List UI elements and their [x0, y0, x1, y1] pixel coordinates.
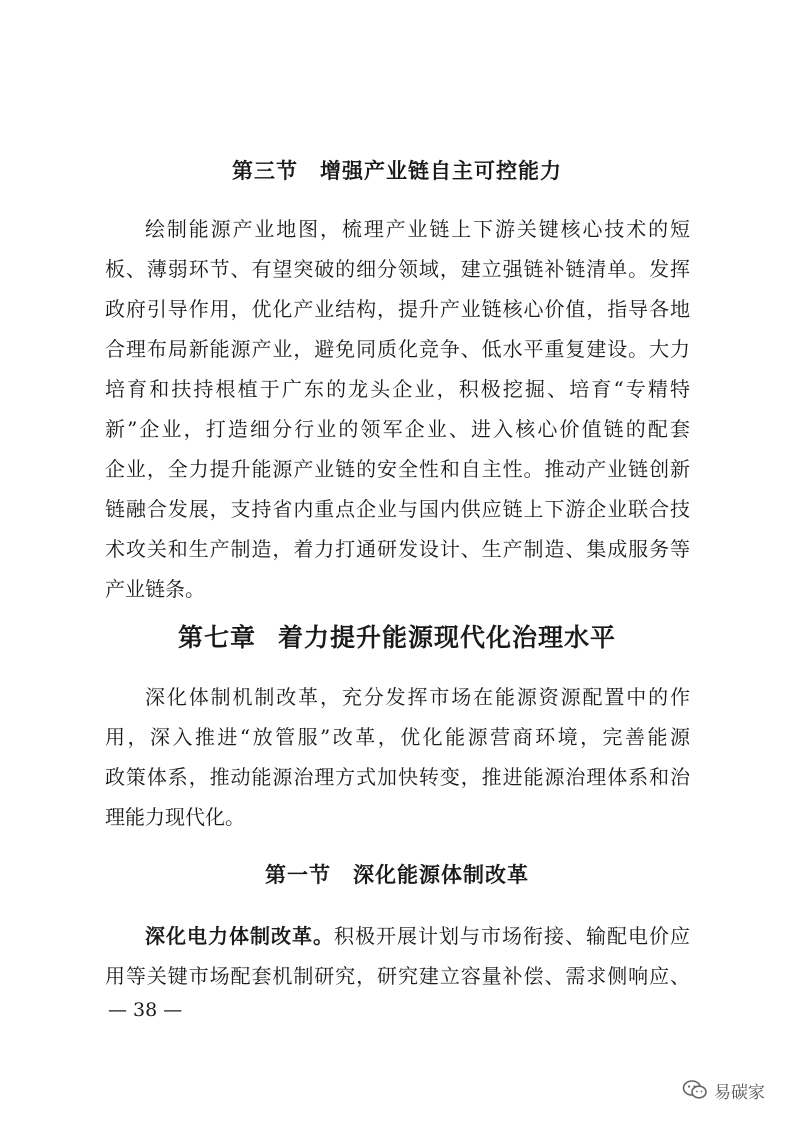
paragraph-line: 理能力现代化。: [105, 805, 245, 829]
wechat-icon: [682, 1079, 708, 1101]
watermark: [682, 1076, 765, 1104]
paragraph-line: 企业，全力提升能源产业链的安全性和自主性。推动产业链创新: [105, 457, 690, 481]
paragraph-line: 绘制能源产业地图，梳理产业链上下游关键核心技术的短: [145, 217, 690, 241]
watermark-text: 易碳家: [714, 1082, 765, 1103]
paragraph-line: 合理布局新能源产业，避免同质化竞争、低水平重复建设。大力: [105, 337, 690, 361]
chapter-heading: 着力提升能源现代化治理水平: [278, 623, 617, 652]
chapter-title-7: [0, 622, 794, 654]
paragraph-line: 政府引导作用，优化产业结构，提升产业链核心价值，指导各地: [105, 297, 690, 321]
section-heading: 深化能源体制改革: [353, 863, 529, 887]
paragraph-line: 板、薄弱环节、有望突破的细分领域，建立强链补链清单。发挥: [105, 257, 690, 281]
paragraph-line: 链融合发展，支持省内重点企业与国内供应链上下游企业联合技: [105, 497, 690, 521]
paragraph-line: 培育和扶持根植于广东的龙头企业，积极挖掘、培育“专精特: [105, 377, 690, 401]
paragraph-governance: [105, 677, 690, 837]
page-number: — 38 —: [108, 999, 183, 1021]
paragraph-power-reform: [105, 916, 690, 996]
paragraph-industry-chain: [105, 209, 690, 609]
paragraph-lead: 深化电力体制改革。: [145, 924, 334, 948]
paragraph-line: 术攻关和生产制造，着力打通研发设计、生产制造、集成服务等: [105, 537, 690, 561]
section-title-1: [0, 861, 794, 889]
paragraph-line: 新”企业，打造细分行业的领军企业、进入核心价值链的配套: [105, 417, 690, 441]
paragraph-line: 产业链条。: [105, 577, 205, 601]
section-heading: 增强产业链自主可控能力: [320, 159, 562, 183]
section-title-3: [0, 157, 794, 185]
section-number: 第一节: [265, 863, 331, 887]
paragraph-line-rest: 积极开展计划与市场衔接、输配电价应: [334, 924, 690, 948]
paragraph-line: 用等关键市场配套机制研究，研究建立容量补偿、需求侧响应、: [105, 964, 690, 988]
paragraph-line: 用，深入推进“放管服”改革，优化能源营商环境，完善能源: [105, 725, 690, 749]
paragraph-line: [105, 916, 690, 956]
paragraph-line: 深化体制机制改革，充分发挥市场在能源资源配置中的作: [145, 685, 690, 709]
chapter-number: 第七章: [177, 623, 256, 652]
paragraph-line: 政策体系，推动能源治理方式加快转变，推进能源治理体系和治: [105, 765, 690, 789]
section-number: 第三节: [232, 159, 298, 183]
